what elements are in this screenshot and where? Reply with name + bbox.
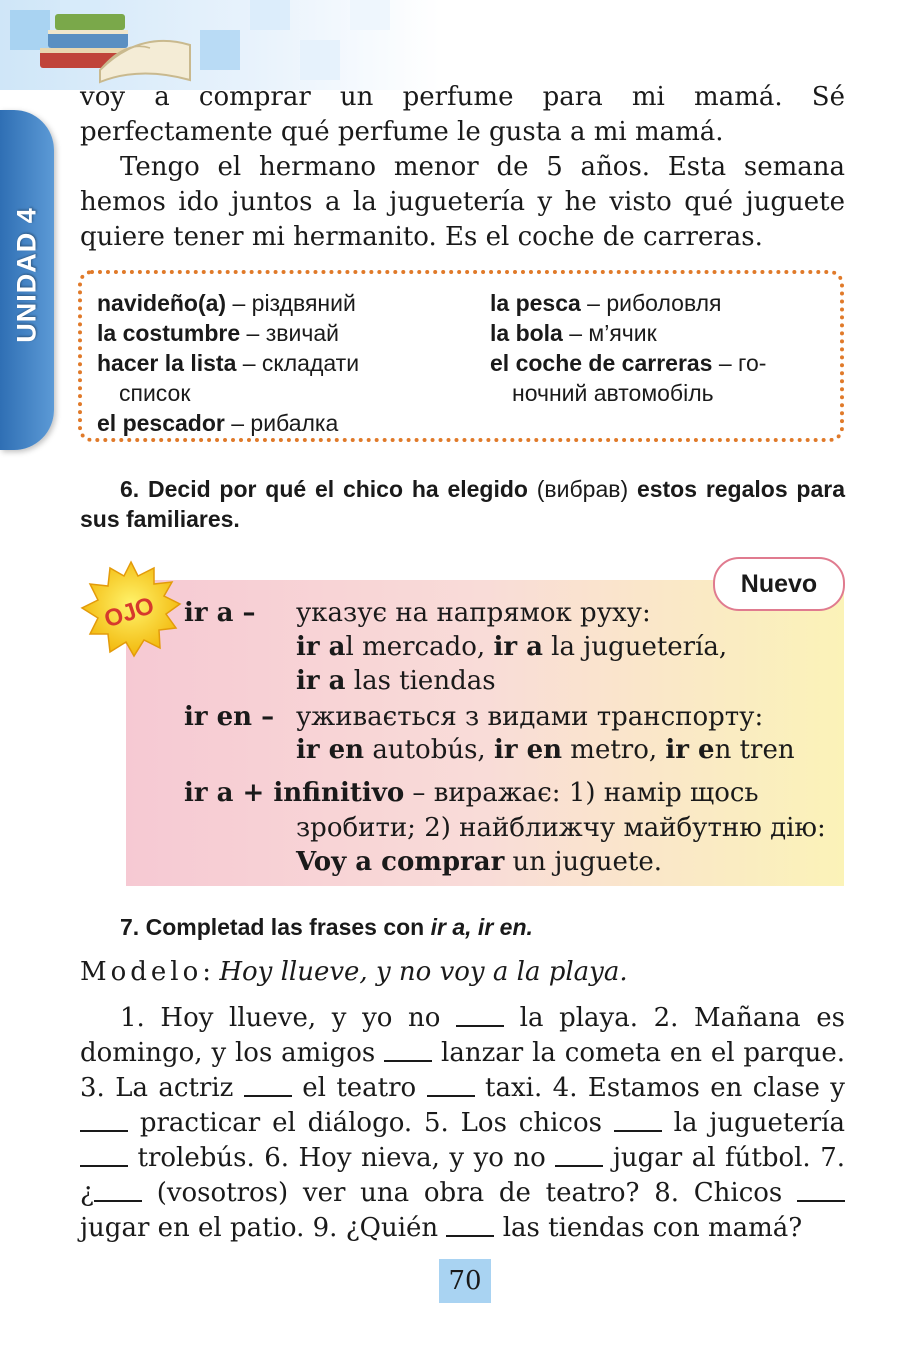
vocab-term: la pesca xyxy=(490,290,581,316)
rule-ir-en-example: ir en autobús, ir en metro, ir en tren xyxy=(296,735,795,765)
rule-ir-a-label: ir a – xyxy=(184,598,256,628)
answer-blank[interactable] xyxy=(94,1200,142,1202)
vocab-translation-continuation: список xyxy=(119,380,191,406)
task-6-text: (вибрав) xyxy=(527,476,637,502)
vocab-entry xyxy=(490,348,830,408)
answer-blank[interactable] xyxy=(80,1130,128,1132)
answer-blank[interactable] xyxy=(797,1200,845,1202)
vocab-entry xyxy=(490,318,830,348)
modelo-label: Modelo xyxy=(80,957,203,987)
rule-ir-a-infinitivo-example: Voy a comprar un juguete. xyxy=(296,847,662,877)
answer-blank[interactable] xyxy=(614,1130,662,1132)
answer-blank[interactable] xyxy=(244,1095,292,1097)
rule-ir-a-description: указує на напрямок руху: xyxy=(296,598,651,628)
vocab-term: hacer la lista xyxy=(97,350,237,376)
exercise-7-text: 1. Hoy llueve, y yo no la playa. 2. Mañana es domingo, y los amigos lanzar la cometa en el parque. 3. La actriz el teatro taxi. 4. Estamos en clase y practicar el diálogo. 5. Los chicos la juguetería trolebús. 6. Hoy nieva, y yo no jugar al fútbol. 7. ¿ (vosotros) ver una obra de teatro? 8. Chicos jugar en el patio. 9. ¿Quién las tiendas con mamá? xyxy=(80,1003,846,1243)
modelo-text: Hoy llueve, y no voy a la playa. xyxy=(219,957,628,987)
rule-ir-a-infinitivo-description-2: зробити; 2) найближчу майбутню дію: xyxy=(296,813,826,843)
vocab-term: navideño(a) xyxy=(97,290,227,316)
vocab-translation: – різдвяний xyxy=(226,290,356,316)
vocab-translation: – складати xyxy=(236,350,360,376)
ojo-sticker-icon xyxy=(76,560,186,660)
vocab-entry xyxy=(97,288,447,318)
rule-ir-a-infinitivo: ir a + infinitivo – виражає: 1) намір щось xyxy=(184,778,759,808)
vocab-translation: – рибалка xyxy=(224,410,339,436)
unit-tab-label: UNIDAD 4 xyxy=(11,207,42,343)
vocab-translation: – го- xyxy=(712,350,767,376)
books-illustration xyxy=(30,0,200,85)
vocab-translation: – риболовля xyxy=(580,290,722,316)
rule-ir-en-label: ir en – xyxy=(184,702,275,732)
answer-blank[interactable] xyxy=(446,1235,494,1237)
reading-paragraph-1: voy a comprar un perfume para mi mamá. Sé perfectamente qué perfume le gusta a mi mamá. xyxy=(80,82,845,147)
vocabulary-left-column xyxy=(97,288,447,438)
answer-blank[interactable] xyxy=(427,1095,475,1097)
vocab-term: el coche de carreras xyxy=(490,350,713,376)
vocab-entry xyxy=(490,288,830,318)
vocab-translation: – м’ячик xyxy=(562,320,657,346)
vocab-entry xyxy=(97,348,447,408)
task-6-text-bold: Decid por qué el chico ha elegido xyxy=(148,476,528,502)
vocab-translation: – звичай xyxy=(240,320,339,346)
vocab-entry xyxy=(97,408,447,438)
page-number: 70 xyxy=(439,1259,491,1303)
task-6 xyxy=(80,474,845,534)
vocabulary-right-column xyxy=(490,288,830,408)
rule-ir-a-example-2: ir a las tiendas xyxy=(296,666,496,696)
answer-blank[interactable] xyxy=(80,1165,128,1167)
ojo-sticker-text: OJO xyxy=(100,591,158,634)
answer-blank[interactable] xyxy=(456,1025,504,1027)
vocabulary-box xyxy=(78,270,844,442)
task-7-title: 7. Completad las frases con ir a, ir en. xyxy=(120,914,533,940)
answer-blank[interactable] xyxy=(555,1165,603,1167)
vocab-translation-continuation: ночний автомобіль xyxy=(512,380,714,406)
vocab-term: el pescador xyxy=(97,410,225,436)
task-6-text-bold-2: estos regalos para sus familiares. xyxy=(80,476,846,532)
modelo-line: Modelo: Hoy llueve, y no voy a la playa. xyxy=(80,957,628,987)
nuevo-badge: Nuevo xyxy=(713,557,845,611)
task-number: 7. xyxy=(120,914,140,940)
task-number: 6. xyxy=(120,476,140,502)
vocab-entry xyxy=(97,318,447,348)
rule-ir-en-description: уживається з видами транспорту: xyxy=(296,702,764,732)
rule-ir-a-example-1: ir al mercado, ir a la juguetería, xyxy=(296,632,728,662)
answer-blank[interactable] xyxy=(384,1060,432,1062)
vocab-term: la costumbre xyxy=(97,320,241,346)
reading-paragraph-2: Tengo el hermano menor de 5 años. Esta semana hemos ido juntos a la juguetería y he visto qué juguete quiere tener mi hermanito. Es el coche de carreras. xyxy=(80,152,845,252)
vocab-term: la bola xyxy=(490,320,563,346)
